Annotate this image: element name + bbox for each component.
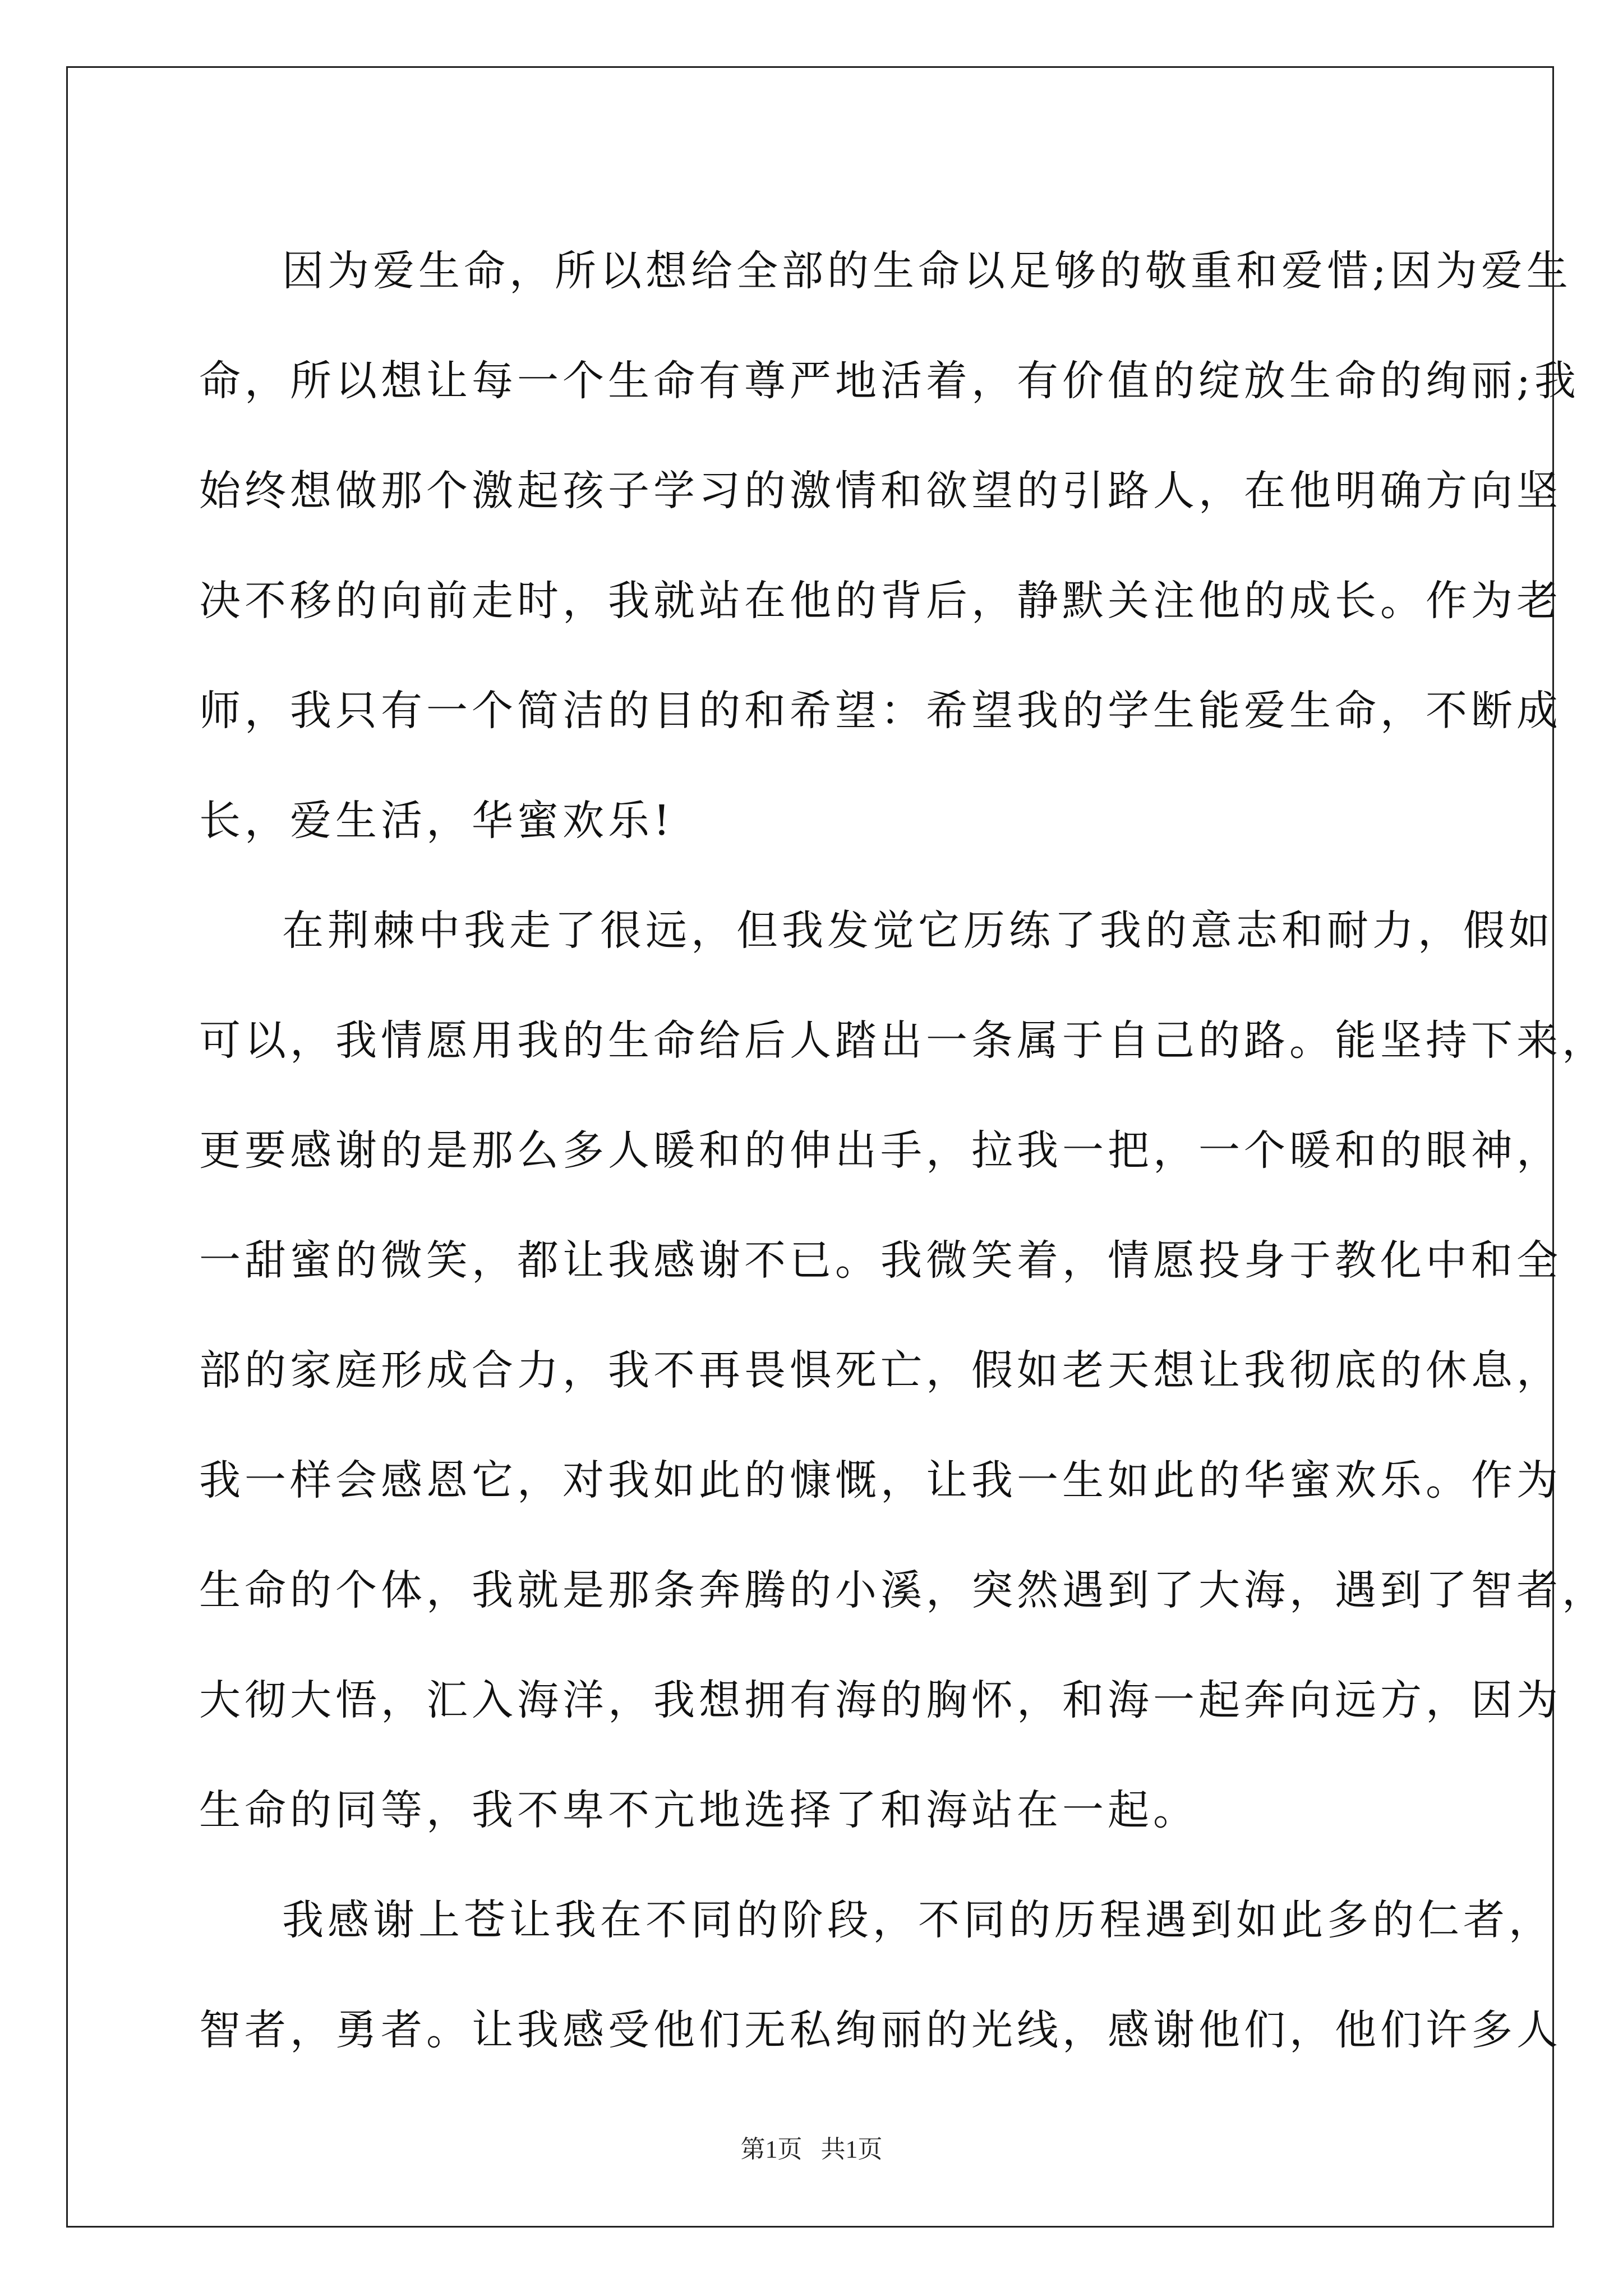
text-line: 长，爱生活，华蜜欢乐! — [199, 797, 674, 845]
text-line: 生命的同等，我不卑不亢地选择了和海站在一起。 — [199, 1786, 1198, 1834]
text-line: 我感谢上苍让我在不同的阶段，不同的历程遇到如此多的仁者， — [282, 1896, 1554, 1944]
text-line: 生命的个体，我就是那条奔腾的小溪，突然遇到了大海，遇到了智者， — [199, 1566, 1607, 1614]
paragraph-1 — [199, 216, 1580, 876]
text-line: 我一样会感恩它，对我如此的慷慨，让我一生如此的华蜜欢乐。作为 — [199, 1456, 1562, 1504]
text-line: 部的家庭形成合力，我不再畏惧死亡，假如老天想让我彻底的休息， — [199, 1346, 1562, 1395]
text-line: 更要感谢的是那么多人暖和的伸出手，拉我一把，一个暖和的眼神， — [199, 1126, 1562, 1175]
text-line: 在荆棘中我走了很远，但我发觉它历练了我的意志和耐力，假如 — [282, 907, 1554, 955]
text-line: 因为爱生命，所以想给全部的生命以足够的敬重和爱惜;因为爱生 — [282, 247, 1572, 295]
text-line: 可以，我情愿用我的生命给后人踏出一条属于自己的路。能坚持下来， — [199, 1016, 1607, 1065]
text-line: 一甜蜜的微笑，都让我感谢不已。我微笑着，情愿投身于教化中和全 — [199, 1236, 1562, 1285]
paragraph-2 — [199, 876, 1607, 1865]
text-line: 智者，勇者。让我感受他们无私绚丽的光线，感谢他们，他们许多人 — [199, 2006, 1562, 2054]
text-line: 师，我只有一个简洁的目的和希望：希望我的学生能爱生命，不断成 — [199, 687, 1562, 735]
page-number-footer: 第1页 共1页 — [740, 2136, 883, 2163]
text-line: 决不移的向前走时，我就站在他的背后，静默关注他的成长。作为老 — [199, 577, 1562, 625]
document-body — [199, 216, 1607, 2085]
text-line: 始终想做那个激起孩子学习的激情和欲望的引路人，在他明确方向坚 — [199, 467, 1562, 515]
paragraph-3 — [199, 1865, 1562, 2085]
text-line: 大彻大悟，汇入海洋，我想拥有海的胸怀，和海一起奔向远方，因为 — [199, 1676, 1562, 1724]
text-line: 命，所以想让每一个生命有尊严地活着，有价值的绽放生命的绚丽;我 — [199, 357, 1580, 405]
